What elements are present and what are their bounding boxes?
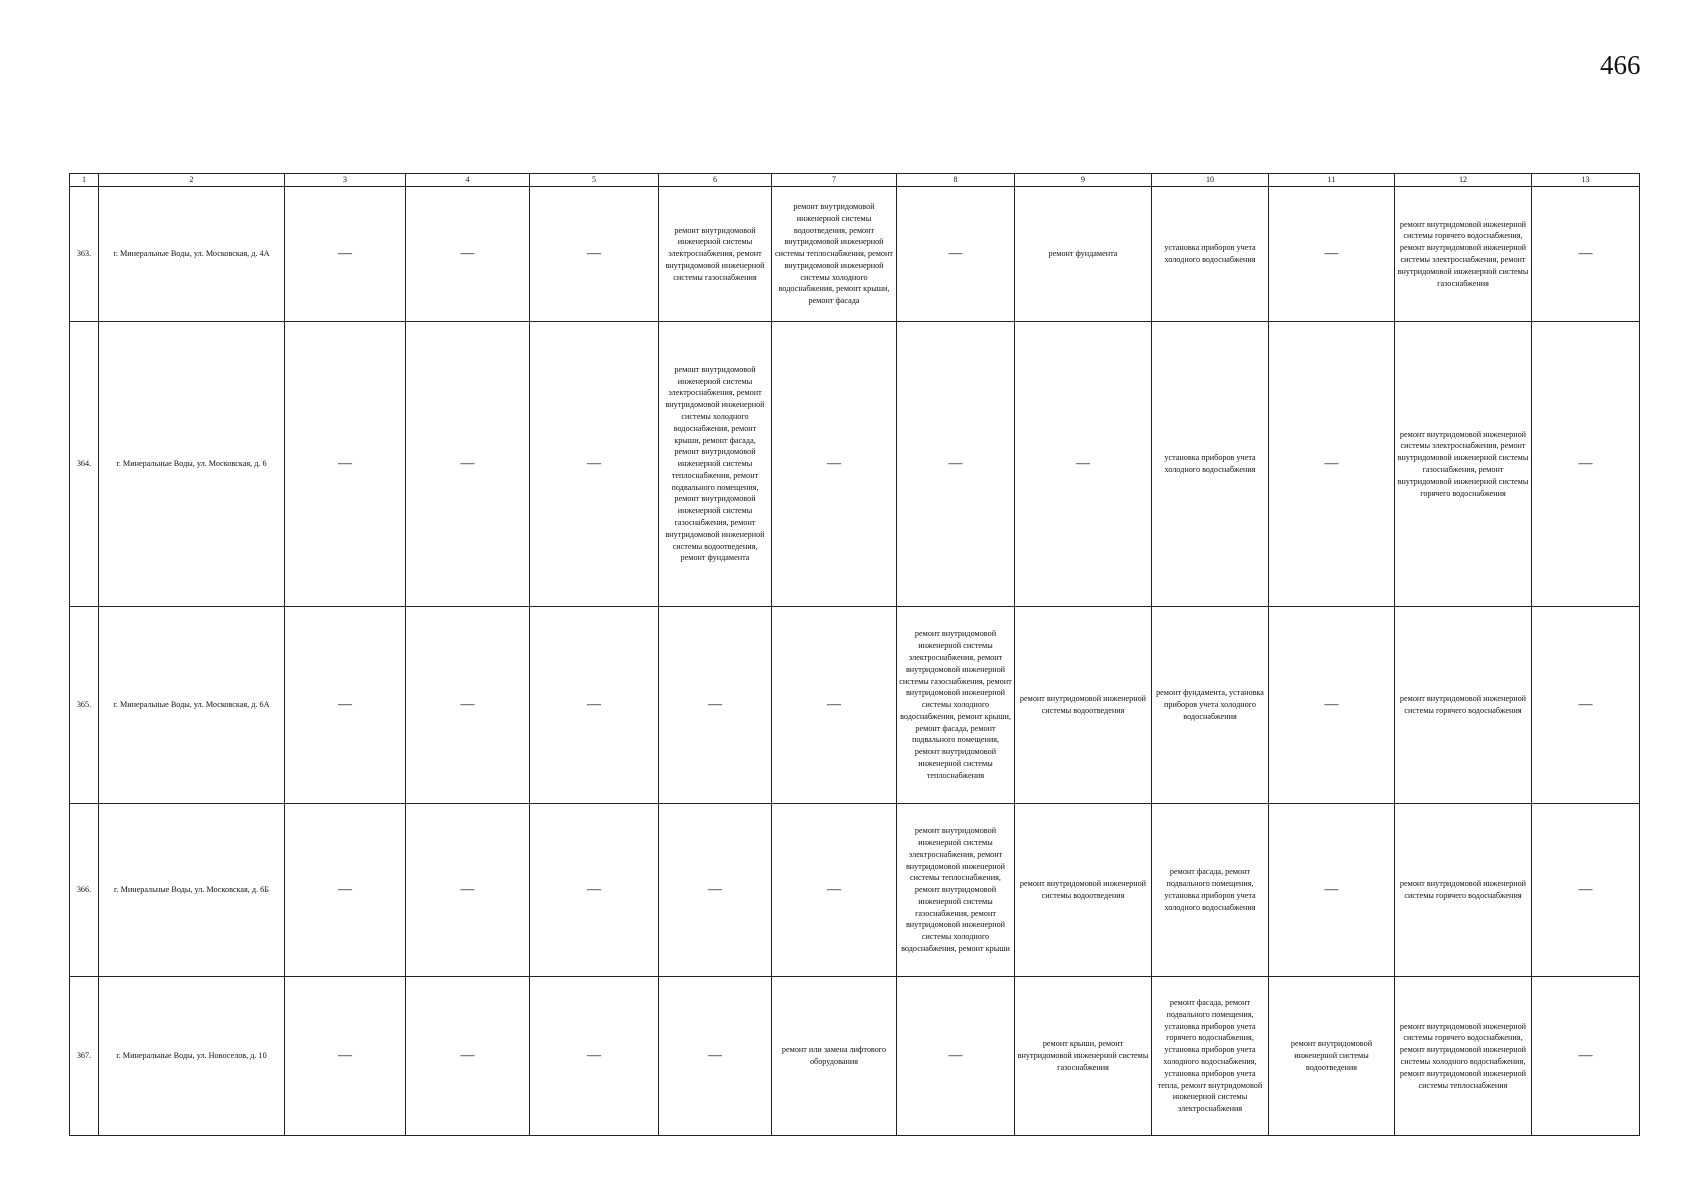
repair-schedule-table [69,173,1640,1136]
column-header: 3 [285,174,406,187]
column-header: 7 [772,174,897,187]
dash: — [587,882,601,897]
column-header: 4 [406,174,530,187]
dash: — [460,697,475,712]
work-cell: установка приборов учета холодного водоснабжения [1152,322,1269,607]
work-cell: ремонт внутридомовой инженерной системы водоотведения [1015,607,1152,804]
work-cell: ремонт внутридомовой инженерной системы электроснабжения, ремонт внутридомовой инженерной системы теплоснабжения, ремонт внутридомовой инженерной системы газоснабжения, ремонт внутридомовой инженерной системы холодного водоснабжения, ремонт крыши [897,804,1015,977]
dash: — [587,697,601,712]
column-header: 1 [70,174,99,187]
empty-cell [285,187,406,322]
dash: — [827,882,841,897]
dash: — [460,246,475,261]
dash: — [1578,246,1593,261]
page-number: 466 [1600,50,1641,80]
dash: — [587,246,601,261]
work-cell: ремонт фасада, ремонт подвального помещения, установка приборов учета холодного водоснабжения [1152,804,1269,977]
column-header: 6 [659,174,772,187]
table-row [70,322,1640,607]
dash: — [948,456,963,471]
dash: — [460,882,475,897]
address-cell: г. Минеральные Воды, ул. Московская, д. 6А [99,607,285,804]
dash: — [1324,882,1339,897]
dash: — [587,456,601,471]
empty-cell [659,977,772,1136]
empty-cell [285,607,406,804]
empty-cell [285,804,406,977]
work-cell: ремонт внутридомовой инженерной системы электроснабжения, ремонт внутридомовой инженерной системы газоснабжения [659,187,772,322]
address-cell: г. Минеральные Воды, ул. Московская, д. 6Б [99,804,285,977]
dash: — [587,1048,601,1063]
work-cell: ремонт фундамента [1015,187,1152,322]
work-cell: ремонт внутридомовой инженерной системы водоотведения, ремонт внутридомовой инженерной системы теплоснабжения, ремонт внутридомовой инженерной системы холодного водоснабжения, ремонт крыши, ремонт фасада [772,187,897,322]
empty-cell [1269,187,1395,322]
table-row [70,804,1640,977]
table-row [70,607,1640,804]
column-header: 13 [1532,174,1640,187]
address-cell: г. Минеральные Воды, ул. Московская, д. 6 [99,322,285,607]
column-header: 12 [1395,174,1532,187]
column-header: 10 [1152,174,1269,187]
column-header: 9 [1015,174,1152,187]
dash: — [338,456,352,471]
dash: — [1324,697,1339,712]
dash: — [1578,1048,1593,1063]
empty-cell [1532,187,1640,322]
empty-cell [1532,804,1640,977]
empty-cell [530,607,659,804]
column-header: 5 [530,174,659,187]
empty-cell [285,322,406,607]
dash: — [708,697,722,712]
work-cell: установка приборов учета холодного водоснабжения [1152,187,1269,322]
work-cell: ремонт внутридомовой инженерной системы электроснабжения, ремонт внутридомовой инженерной системы газоснабжения, ремонт внутридомовой инженерной системы горячего водоснабжения [1395,322,1532,607]
work-cell: ремонт внутридомовой инженерной системы горячего водоснабжения [1395,607,1532,804]
empty-cell [772,322,897,607]
empty-cell [530,977,659,1136]
dash: — [1324,456,1339,471]
empty-cell [1532,607,1640,804]
work-cell: ремонт внутридомовой инженерной системы электроснабжения, ремонт внутридомовой инженерной системы холодного водоснабжения, ремонт крыши, ремонт фасада, ремонт внутридомовой инженерной системы теплоснабжения, ремонт подвального помещения, ремонт внутридомовой инженерной системы газоснабжения, ремонт внутридомовой инженерной системы водоотведения, ремонт фундамента [659,322,772,607]
dash: — [708,1048,722,1063]
empty-cell [1015,322,1152,607]
row-number: 364. [70,322,99,607]
dash: — [338,882,352,897]
work-cell: ремонт фундамента, установка приборов учета холодного водоснабжения [1152,607,1269,804]
empty-cell [897,187,1015,322]
work-cell: ремонт внутридомовой инженерной системы горячего водоснабжения [1395,804,1532,977]
dash: — [1578,882,1593,897]
work-cell: ремонт внутридомовой инженерной системы водоотведения [1269,977,1395,1136]
empty-cell [1269,322,1395,607]
work-cell: ремонт или замена лифтового оборудования [772,977,897,1136]
table-row [70,187,1640,322]
empty-cell [659,607,772,804]
dash: — [460,456,475,471]
empty-cell [1532,977,1640,1136]
empty-cell [772,607,897,804]
address-cell: г. Минеральные Воды, ул. Московская, д. 4А [99,187,285,322]
column-number-row [70,174,1640,187]
empty-cell [530,187,659,322]
empty-cell [1532,322,1640,607]
dash: — [1076,456,1090,471]
row-number: 365. [70,607,99,804]
dash: — [827,456,841,471]
work-cell: ремонт внутридомовой инженерной системы горячего водоснабжения, ремонт внутридомовой инженерной системы холодного водоснабжения, ремонт внутридомовой инженерной системы теплоснабжения [1395,977,1532,1136]
work-cell: ремонт внутридомовой инженерной системы горячего водоснабжения, ремонт внутридомовой инженерной системы электроснабжения, ремонт внутридомовой инженерной системы газоснабжения [1395,187,1532,322]
empty-cell [406,607,530,804]
dash: — [460,1048,475,1063]
empty-cell [285,977,406,1136]
row-number: 366. [70,804,99,977]
empty-cell [1269,804,1395,977]
dash: — [338,246,352,261]
column-header: 8 [897,174,1015,187]
dash: — [948,1048,963,1063]
dash: — [708,882,722,897]
column-header: 11 [1269,174,1395,187]
empty-cell [406,977,530,1136]
row-number: 363. [70,187,99,322]
work-cell: ремонт внутридомовой инженерной системы электроснабжения, ремонт внутридомовой инженерной системы газоснабжения, ремонт внутридомовой инженерной системы холодного водоснабжения, ремонт крыши, ремонт фасада, ремонт подвального помещения, ремонт внутридомовой инженерной системы теплоснабжения [897,607,1015,804]
dash: — [1578,697,1593,712]
table-row [70,977,1640,1136]
dash: — [1324,246,1339,261]
empty-cell [897,322,1015,607]
dash: — [1578,456,1593,471]
empty-cell [530,804,659,977]
empty-cell [897,977,1015,1136]
empty-cell [659,804,772,977]
empty-cell [530,322,659,607]
dash: — [948,246,963,261]
dash: — [827,697,841,712]
empty-cell [1269,607,1395,804]
empty-cell [406,804,530,977]
empty-cell [772,804,897,977]
work-cell: ремонт крыши, ремонт внутридомовой инженерной системы газоснабжения [1015,977,1152,1136]
work-cell: ремонт фасада, ремонт подвального помещения, установка приборов учета горячего водоснабжения, установка приборов учета холодного водоснабжения, установка приборов учета тепла, ремонт внутридомовой инженерной системы электроснабжения [1152,977,1269,1136]
work-cell: ремонт внутридомовой инженерной системы водоотведения [1015,804,1152,977]
row-number: 367. [70,977,99,1136]
empty-cell [406,187,530,322]
column-header: 2 [99,174,285,187]
empty-cell [406,322,530,607]
dash: — [338,1048,352,1063]
dash: — [338,697,352,712]
address-cell: г. Минеральные Воды, ул. Новоселов, д. 10 [99,977,285,1136]
